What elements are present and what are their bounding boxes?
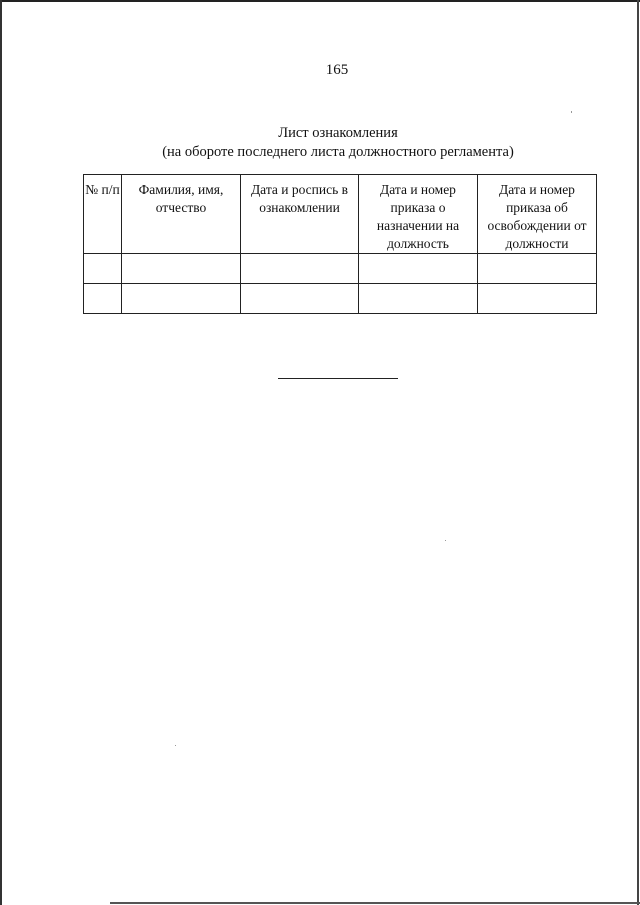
scan-edge-bottom: [110, 902, 640, 904]
table-cell: [84, 254, 122, 284]
scan-speck: [571, 111, 572, 113]
document-title: [0, 124, 640, 162]
header-number: № п/п: [84, 175, 122, 254]
scan-speck: [445, 540, 446, 541]
table-cell: [122, 284, 241, 314]
header-release-order: Дата и номер приказа об освобождении от должности: [478, 175, 597, 254]
scan-speck: [175, 745, 176, 746]
table-cell: [478, 254, 597, 284]
table-cell: [359, 254, 478, 284]
table-row: [84, 254, 597, 284]
closing-separator-line: [278, 378, 398, 379]
header-full-name: Фамилия, имя, отчество: [122, 175, 241, 254]
table-row: [84, 284, 597, 314]
table-cell: [241, 254, 359, 284]
table-cell: [241, 284, 359, 314]
table-cell: [478, 284, 597, 314]
acknowledgement-table: [83, 174, 597, 314]
scan-edge-top: [0, 0, 640, 2]
page-number: 165: [325, 62, 349, 78]
title-line-subtitle: (на обороте последнего листа должностного регламента): [162, 144, 514, 160]
header-date-signature: Дата и роспись в ознакомлении: [241, 175, 359, 254]
title-line-main: Лист ознакомления: [278, 125, 398, 141]
header-appointment-order: Дата и номер приказа о назначении на должность: [359, 175, 478, 254]
table-cell: [359, 284, 478, 314]
table-header-row: [84, 175, 597, 254]
table-cell: [84, 284, 122, 314]
table-cell: [122, 254, 241, 284]
